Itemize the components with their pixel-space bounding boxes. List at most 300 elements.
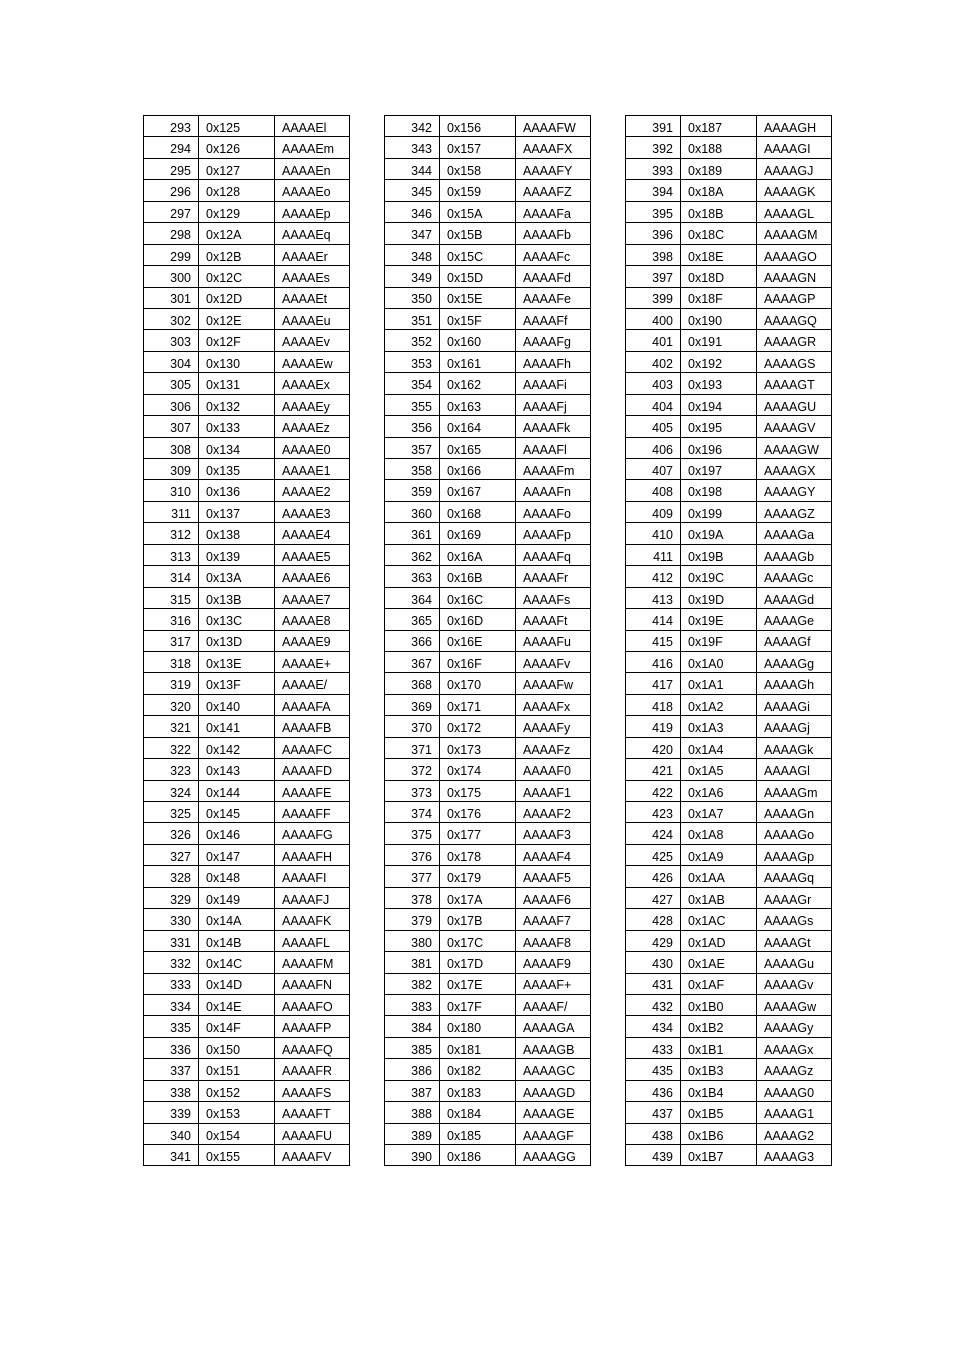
- row-number-cell: 331: [144, 930, 199, 951]
- table-row: [626, 1102, 832, 1123]
- row-number-cell: 310: [144, 480, 199, 501]
- row-number-cell: 427: [626, 887, 681, 908]
- encoded-value-cell: AAAAE4: [275, 523, 350, 544]
- hex-code-cell: 0x190: [681, 308, 757, 329]
- table-row: [385, 1080, 591, 1101]
- hex-code-cell: 0x154: [199, 1123, 275, 1144]
- table-row: [385, 802, 591, 823]
- hex-code-cell: 0x1AD: [681, 930, 757, 951]
- encoded-value-cell: AAAAFd: [516, 266, 591, 287]
- row-number-cell: 326: [144, 823, 199, 844]
- encoded-value-cell: AAAAF5: [516, 866, 591, 887]
- encoded-value-cell: AAAAFs: [516, 587, 591, 608]
- row-number-cell: 367: [385, 651, 440, 672]
- table-row: [144, 802, 350, 823]
- encoded-value-cell: AAAAGV: [757, 416, 832, 437]
- table-row: [144, 952, 350, 973]
- hex-code-cell: 0x187: [681, 116, 757, 137]
- hex-code-cell: 0x197: [681, 459, 757, 480]
- hex-code-cell: 0x141: [199, 716, 275, 737]
- hex-code-cell: 0x176: [440, 802, 516, 823]
- table-row: [144, 201, 350, 222]
- table-row: [144, 630, 350, 651]
- encoded-value-cell: AAAAGp: [757, 844, 832, 865]
- table-row: [626, 244, 832, 265]
- code-table-3: [625, 115, 832, 1166]
- row-number-cell: 438: [626, 1123, 681, 1144]
- hex-code-cell: 0x196: [681, 437, 757, 458]
- row-number-cell: 314: [144, 566, 199, 587]
- table-row: [385, 180, 591, 201]
- hex-code-cell: 0x1B3: [681, 1059, 757, 1080]
- hex-code-cell: 0x1AB: [681, 887, 757, 908]
- row-number-cell: 408: [626, 480, 681, 501]
- hex-code-cell: 0x17B: [440, 909, 516, 930]
- encoded-value-cell: AAAAGS: [757, 351, 832, 372]
- table-row: [626, 308, 832, 329]
- hex-code-cell: 0x133: [199, 416, 275, 437]
- table-row: [385, 759, 591, 780]
- table-row: [626, 844, 832, 865]
- row-number-cell: 300: [144, 266, 199, 287]
- row-number-cell: 417: [626, 673, 681, 694]
- hex-code-cell: 0x14B: [199, 930, 275, 951]
- table-row: [626, 566, 832, 587]
- encoded-value-cell: AAAAFR: [275, 1059, 350, 1080]
- hex-code-cell: 0x177: [440, 823, 516, 844]
- encoded-value-cell: AAAAFO: [275, 994, 350, 1015]
- encoded-value-cell: AAAAGe: [757, 609, 832, 630]
- encoded-value-cell: AAAAE5: [275, 544, 350, 565]
- hex-code-cell: 0x17C: [440, 930, 516, 951]
- table-row: [385, 330, 591, 351]
- code-table-body: [144, 116, 350, 1166]
- encoded-value-cell: AAAAGQ: [757, 308, 832, 329]
- row-number-cell: 345: [385, 180, 440, 201]
- table-row: [385, 501, 591, 522]
- table-row: [385, 823, 591, 844]
- table-row: [626, 544, 832, 565]
- encoded-value-cell: AAAAGK: [757, 180, 832, 201]
- table-row: [144, 1037, 350, 1058]
- encoded-value-cell: AAAAGu: [757, 952, 832, 973]
- table-row: [385, 308, 591, 329]
- row-number-cell: 419: [626, 716, 681, 737]
- row-number-cell: 298: [144, 223, 199, 244]
- encoded-value-cell: AAAAF6: [516, 887, 591, 908]
- row-number-cell: 322: [144, 737, 199, 758]
- table-row: [626, 501, 832, 522]
- hex-code-cell: 0x17E: [440, 973, 516, 994]
- encoded-value-cell: AAAAEy: [275, 394, 350, 415]
- encoded-value-cell: AAAAFZ: [516, 180, 591, 201]
- hex-code-cell: 0x147: [199, 844, 275, 865]
- row-number-cell: 304: [144, 351, 199, 372]
- hex-code-cell: 0x18A: [681, 180, 757, 201]
- table-row: [385, 373, 591, 394]
- hex-code-cell: 0x15C: [440, 244, 516, 265]
- table-row: [385, 909, 591, 930]
- encoded-value-cell: AAAAEn: [275, 158, 350, 179]
- table-row: [144, 373, 350, 394]
- row-number-cell: 357: [385, 437, 440, 458]
- code-table-1: [143, 115, 350, 1166]
- hex-code-cell: 0x134: [199, 437, 275, 458]
- row-number-cell: 364: [385, 587, 440, 608]
- encoded-value-cell: AAAAEq: [275, 223, 350, 244]
- table-row: [385, 1145, 591, 1166]
- encoded-value-cell: AAAAG2: [757, 1123, 832, 1144]
- row-number-cell: 369: [385, 694, 440, 715]
- row-number-cell: 375: [385, 823, 440, 844]
- table-row: [626, 201, 832, 222]
- hex-code-cell: 0x164: [440, 416, 516, 437]
- table-row: [626, 994, 832, 1015]
- table-row: [626, 802, 832, 823]
- row-number-cell: 294: [144, 137, 199, 158]
- row-number-cell: 363: [385, 566, 440, 587]
- encoded-value-cell: AAAAGZ: [757, 501, 832, 522]
- row-number-cell: 405: [626, 416, 681, 437]
- row-number-cell: 325: [144, 802, 199, 823]
- row-number-cell: 409: [626, 501, 681, 522]
- row-number-cell: 436: [626, 1080, 681, 1101]
- table-row: [144, 716, 350, 737]
- encoded-value-cell: AAAAE6: [275, 566, 350, 587]
- encoded-value-cell: AAAAGi: [757, 694, 832, 715]
- encoded-value-cell: AAAAGv: [757, 973, 832, 994]
- hex-code-cell: 0x189: [681, 158, 757, 179]
- table-row: [385, 930, 591, 951]
- encoded-value-cell: AAAAEz: [275, 416, 350, 437]
- hex-code-cell: 0x173: [440, 737, 516, 758]
- hex-code-cell: 0x17A: [440, 887, 516, 908]
- table-row: [385, 351, 591, 372]
- encoded-value-cell: AAAAGJ: [757, 158, 832, 179]
- row-number-cell: 433: [626, 1037, 681, 1058]
- row-number-cell: 350: [385, 287, 440, 308]
- encoded-value-cell: AAAAFH: [275, 844, 350, 865]
- encoded-value-cell: AAAAFn: [516, 480, 591, 501]
- table-row: [385, 716, 591, 737]
- table-row: [626, 737, 832, 758]
- hex-code-cell: 0x15D: [440, 266, 516, 287]
- hex-code-cell: 0x182: [440, 1059, 516, 1080]
- row-number-cell: 342: [385, 116, 440, 137]
- hex-code-cell: 0x19A: [681, 523, 757, 544]
- hex-code-cell: 0x13F: [199, 673, 275, 694]
- hex-code-cell: 0x184: [440, 1102, 516, 1123]
- hex-code-cell: 0x14D: [199, 973, 275, 994]
- table-row: [385, 459, 591, 480]
- hex-code-cell: 0x13C: [199, 609, 275, 630]
- hex-code-cell: 0x19E: [681, 609, 757, 630]
- hex-code-cell: 0x174: [440, 759, 516, 780]
- row-number-cell: 324: [144, 780, 199, 801]
- table-row: [144, 523, 350, 544]
- table-row: [144, 887, 350, 908]
- row-number-cell: 323: [144, 759, 199, 780]
- row-number-cell: 347: [385, 223, 440, 244]
- hex-code-cell: 0x1A9: [681, 844, 757, 865]
- hex-code-cell: 0x16A: [440, 544, 516, 565]
- row-number-cell: 321: [144, 716, 199, 737]
- encoded-value-cell: AAAAGs: [757, 909, 832, 930]
- table-row: [626, 1080, 832, 1101]
- table-row: [626, 1016, 832, 1037]
- hex-code-cell: 0x171: [440, 694, 516, 715]
- row-number-cell: 425: [626, 844, 681, 865]
- table-row: [626, 887, 832, 908]
- table-row: [144, 587, 350, 608]
- encoded-value-cell: AAAAFj: [516, 394, 591, 415]
- row-number-cell: 381: [385, 952, 440, 973]
- row-number-cell: 426: [626, 866, 681, 887]
- hex-code-cell: 0x144: [199, 780, 275, 801]
- hex-code-cell: 0x15A: [440, 201, 516, 222]
- encoded-value-cell: AAAAEu: [275, 308, 350, 329]
- hex-code-cell: 0x181: [440, 1037, 516, 1058]
- encoded-value-cell: AAAAGk: [757, 737, 832, 758]
- encoded-value-cell: AAAAFr: [516, 566, 591, 587]
- hex-code-cell: 0x15F: [440, 308, 516, 329]
- table-row: [385, 116, 591, 137]
- hex-code-cell: 0x137: [199, 501, 275, 522]
- table-row: [626, 973, 832, 994]
- hex-code-cell: 0x125: [199, 116, 275, 137]
- table-row: [144, 330, 350, 351]
- row-number-cell: 368: [385, 673, 440, 694]
- table-row: [385, 158, 591, 179]
- hex-code-cell: 0x186: [440, 1145, 516, 1166]
- hex-code-cell: 0x14A: [199, 909, 275, 930]
- table-row: [144, 930, 350, 951]
- hex-code-cell: 0x1B5: [681, 1102, 757, 1123]
- hex-code-cell: 0x192: [681, 351, 757, 372]
- table-row: [385, 1123, 591, 1144]
- table-row: [385, 1102, 591, 1123]
- row-number-cell: 416: [626, 651, 681, 672]
- table-row: [385, 437, 591, 458]
- row-number-cell: 422: [626, 780, 681, 801]
- encoded-value-cell: AAAAFJ: [275, 887, 350, 908]
- encoded-value-cell: AAAAGC: [516, 1059, 591, 1080]
- table-row: [144, 480, 350, 501]
- encoded-value-cell: AAAAFa: [516, 201, 591, 222]
- row-number-cell: 403: [626, 373, 681, 394]
- row-number-cell: 407: [626, 459, 681, 480]
- hex-code-cell: 0x170: [440, 673, 516, 694]
- table-row: [385, 1016, 591, 1037]
- hex-code-cell: 0x136: [199, 480, 275, 501]
- row-number-cell: 385: [385, 1037, 440, 1058]
- hex-code-cell: 0x19D: [681, 587, 757, 608]
- table-row: [385, 223, 591, 244]
- hex-code-cell: 0x132: [199, 394, 275, 415]
- encoded-value-cell: AAAAGG: [516, 1145, 591, 1166]
- hex-code-cell: 0x18E: [681, 244, 757, 265]
- table-row: [626, 909, 832, 930]
- hex-code-cell: 0x1A3: [681, 716, 757, 737]
- hex-code-cell: 0x1B6: [681, 1123, 757, 1144]
- row-number-cell: 335: [144, 1016, 199, 1037]
- row-number-cell: 432: [626, 994, 681, 1015]
- hex-code-cell: 0x139: [199, 544, 275, 565]
- hex-code-cell: 0x152: [199, 1080, 275, 1101]
- hex-code-cell: 0x131: [199, 373, 275, 394]
- row-number-cell: 421: [626, 759, 681, 780]
- row-number-cell: 429: [626, 930, 681, 951]
- row-number-cell: 349: [385, 266, 440, 287]
- table-row: [144, 116, 350, 137]
- row-number-cell: 333: [144, 973, 199, 994]
- encoded-value-cell: AAAAFP: [275, 1016, 350, 1037]
- encoded-value-cell: AAAAGE: [516, 1102, 591, 1123]
- row-number-cell: 318: [144, 651, 199, 672]
- row-number-cell: 301: [144, 287, 199, 308]
- hex-code-cell: 0x151: [199, 1059, 275, 1080]
- hex-code-cell: 0x13D: [199, 630, 275, 651]
- row-number-cell: 356: [385, 416, 440, 437]
- row-number-cell: 332: [144, 952, 199, 973]
- encoded-value-cell: AAAAFk: [516, 416, 591, 437]
- row-number-cell: 395: [626, 201, 681, 222]
- row-number-cell: 313: [144, 544, 199, 565]
- row-number-cell: 309: [144, 459, 199, 480]
- row-number-cell: 366: [385, 630, 440, 651]
- encoded-value-cell: AAAAFg: [516, 330, 591, 351]
- encoded-value-cell: AAAAGI: [757, 137, 832, 158]
- hex-code-cell: 0x140: [199, 694, 275, 715]
- table-row: [144, 1145, 350, 1166]
- row-number-cell: 411: [626, 544, 681, 565]
- hex-code-cell: 0x198: [681, 480, 757, 501]
- row-number-cell: 315: [144, 587, 199, 608]
- row-number-cell: 390: [385, 1145, 440, 1166]
- encoded-value-cell: AAAAGt: [757, 930, 832, 951]
- hex-code-cell: 0x14F: [199, 1016, 275, 1037]
- row-number-cell: 341: [144, 1145, 199, 1166]
- row-number-cell: 372: [385, 759, 440, 780]
- table-row: [144, 823, 350, 844]
- row-number-cell: 397: [626, 266, 681, 287]
- table-row: [626, 373, 832, 394]
- encoded-value-cell: AAAAGo: [757, 823, 832, 844]
- table-row: [144, 973, 350, 994]
- row-number-cell: 308: [144, 437, 199, 458]
- row-number-cell: 305: [144, 373, 199, 394]
- table-row: [144, 394, 350, 415]
- encoded-value-cell: AAAAE7: [275, 587, 350, 608]
- row-number-cell: 358: [385, 459, 440, 480]
- encoded-value-cell: AAAAGH: [757, 116, 832, 137]
- hex-code-cell: 0x145: [199, 802, 275, 823]
- hex-code-cell: 0x191: [681, 330, 757, 351]
- hex-code-cell: 0x16B: [440, 566, 516, 587]
- row-number-cell: 370: [385, 716, 440, 737]
- row-number-cell: 351: [385, 308, 440, 329]
- encoded-value-cell: AAAAFS: [275, 1080, 350, 1101]
- encoded-value-cell: AAAAGP: [757, 287, 832, 308]
- row-number-cell: 437: [626, 1102, 681, 1123]
- table-row: [385, 137, 591, 158]
- hex-code-cell: 0x195: [681, 416, 757, 437]
- hex-code-cell: 0x155: [199, 1145, 275, 1166]
- encoded-value-cell: AAAAFq: [516, 544, 591, 565]
- encoded-value-cell: AAAAGn: [757, 802, 832, 823]
- hex-code-cell: 0x12A: [199, 223, 275, 244]
- encoded-value-cell: AAAAGR: [757, 330, 832, 351]
- table-row: [385, 523, 591, 544]
- hex-code-cell: 0x161: [440, 351, 516, 372]
- encoded-value-cell: AAAAGb: [757, 544, 832, 565]
- encoded-value-cell: AAAAFh: [516, 351, 591, 372]
- hex-code-cell: 0x12C: [199, 266, 275, 287]
- row-number-cell: 295: [144, 158, 199, 179]
- table-row: [144, 737, 350, 758]
- encoded-value-cell: AAAAFe: [516, 287, 591, 308]
- hex-code-cell: 0x1A6: [681, 780, 757, 801]
- hex-code-cell: 0x159: [440, 180, 516, 201]
- encoded-value-cell: AAAAGL: [757, 201, 832, 222]
- hex-code-cell: 0x1AE: [681, 952, 757, 973]
- table-row: [144, 994, 350, 1015]
- hex-code-cell: 0x148: [199, 866, 275, 887]
- encoded-value-cell: AAAAFy: [516, 716, 591, 737]
- hex-code-cell: 0x12D: [199, 287, 275, 308]
- hex-code-cell: 0x1B2: [681, 1016, 757, 1037]
- hex-code-cell: 0x167: [440, 480, 516, 501]
- row-number-cell: 412: [626, 566, 681, 587]
- row-number-cell: 388: [385, 1102, 440, 1123]
- table-row: [385, 1037, 591, 1058]
- row-number-cell: 317: [144, 630, 199, 651]
- hex-code-cell: 0x1AA: [681, 866, 757, 887]
- encoded-value-cell: AAAAEp: [275, 201, 350, 222]
- encoded-value-cell: AAAAFN: [275, 973, 350, 994]
- encoded-value-cell: AAAAFv: [516, 651, 591, 672]
- row-number-cell: 299: [144, 244, 199, 265]
- encoded-value-cell: AAAAGU: [757, 394, 832, 415]
- encoded-value-cell: AAAAG1: [757, 1102, 832, 1123]
- hex-code-cell: 0x169: [440, 523, 516, 544]
- table-row: [144, 544, 350, 565]
- hex-code-cell: 0x126: [199, 137, 275, 158]
- row-number-cell: 344: [385, 158, 440, 179]
- row-number-cell: 296: [144, 180, 199, 201]
- row-number-cell: 361: [385, 523, 440, 544]
- hex-code-cell: 0x193: [681, 373, 757, 394]
- table-row: [385, 651, 591, 672]
- encoded-value-cell: AAAAGm: [757, 780, 832, 801]
- row-number-cell: 404: [626, 394, 681, 415]
- encoded-value-cell: AAAAFB: [275, 716, 350, 737]
- row-number-cell: 430: [626, 952, 681, 973]
- hex-code-cell: 0x138: [199, 523, 275, 544]
- encoded-value-cell: AAAAFF: [275, 802, 350, 823]
- hex-code-cell: 0x12F: [199, 330, 275, 351]
- table-row: [626, 158, 832, 179]
- hex-code-cell: 0x1A4: [681, 737, 757, 758]
- table-row: [626, 287, 832, 308]
- hex-code-cell: 0x14E: [199, 994, 275, 1015]
- encoded-value-cell: AAAAF2: [516, 802, 591, 823]
- encoded-value-cell: AAAAFT: [275, 1102, 350, 1123]
- hex-code-cell: 0x1AF: [681, 973, 757, 994]
- hex-code-cell: 0x16C: [440, 587, 516, 608]
- encoded-value-cell: AAAAGO: [757, 244, 832, 265]
- hex-code-cell: 0x162: [440, 373, 516, 394]
